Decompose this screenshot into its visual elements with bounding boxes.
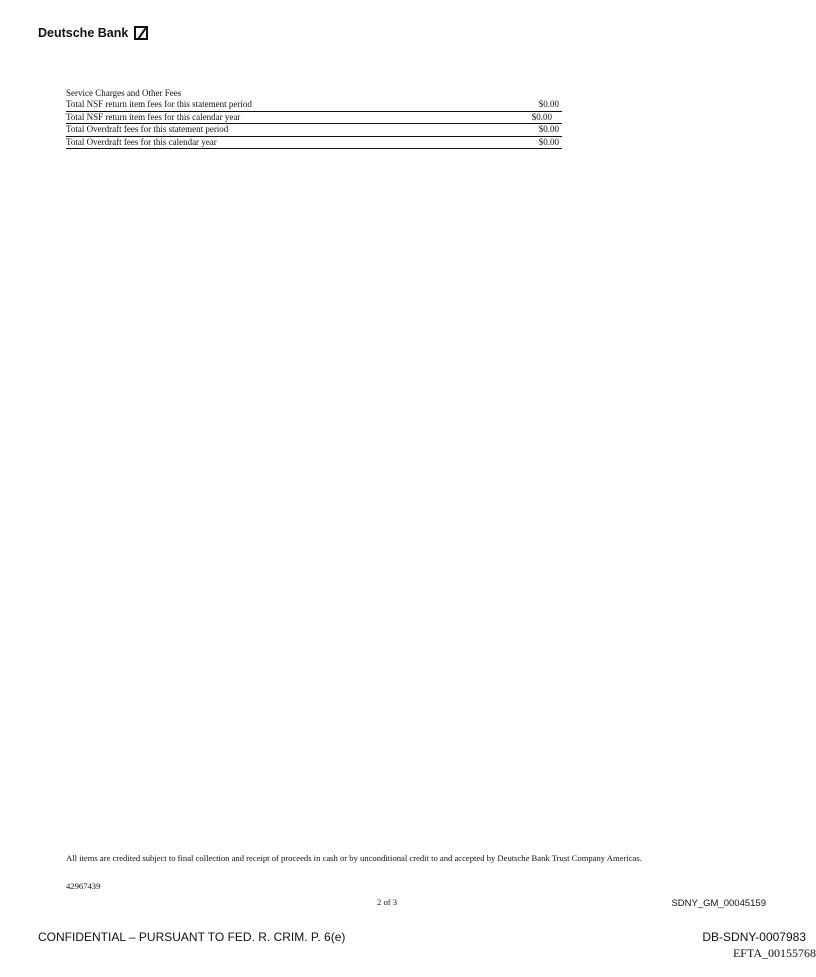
bates-number-bottom: DB-SDNY-0007983 bbox=[702, 930, 806, 944]
fees-section-title: Service Charges and Other Fees bbox=[66, 88, 182, 98]
confidential-notice: CONFIDENTIAL – PURSUANT TO FED. R. CRIM. P. 6(e) bbox=[38, 930, 346, 944]
fee-label: Total Overdraft fees for this calendar year bbox=[66, 136, 217, 147]
fee-row bbox=[66, 112, 562, 125]
fee-value: $0.00 bbox=[538, 124, 559, 134]
fee-label: Total Overdraft fees for this statement period bbox=[66, 124, 229, 134]
fee-value: $0.00 bbox=[538, 99, 559, 109]
credit-disclaimer: All items are credited subject to final collection and receipt of proceeds in cash or by unconditional credit to and accepted by Deutsche Bank Trust Company Americas. bbox=[66, 853, 642, 863]
bank-name: Deutsche Bank bbox=[38, 26, 129, 40]
fee-row bbox=[66, 137, 562, 150]
service-charges-table bbox=[66, 88, 562, 149]
fee-row bbox=[66, 99, 562, 112]
fee-label: Total NSF return item fees for this calendar year bbox=[66, 111, 241, 122]
deutsche-bank-slash-square-icon bbox=[134, 26, 148, 40]
efta-number: EFTA_00155768 bbox=[732, 946, 816, 960]
bates-number-top: SDNY_GM_00045159 bbox=[671, 898, 766, 909]
fee-label: Total NSF return item fees for this statement period bbox=[66, 99, 252, 109]
account-reference: 42967439 bbox=[66, 881, 101, 891]
bank-logo bbox=[38, 26, 148, 40]
fee-value: $0.00 bbox=[538, 136, 559, 147]
page-number: 2 of 3 bbox=[377, 897, 398, 907]
fee-value: $0.00 bbox=[531, 111, 552, 122]
fee-row bbox=[66, 124, 562, 137]
